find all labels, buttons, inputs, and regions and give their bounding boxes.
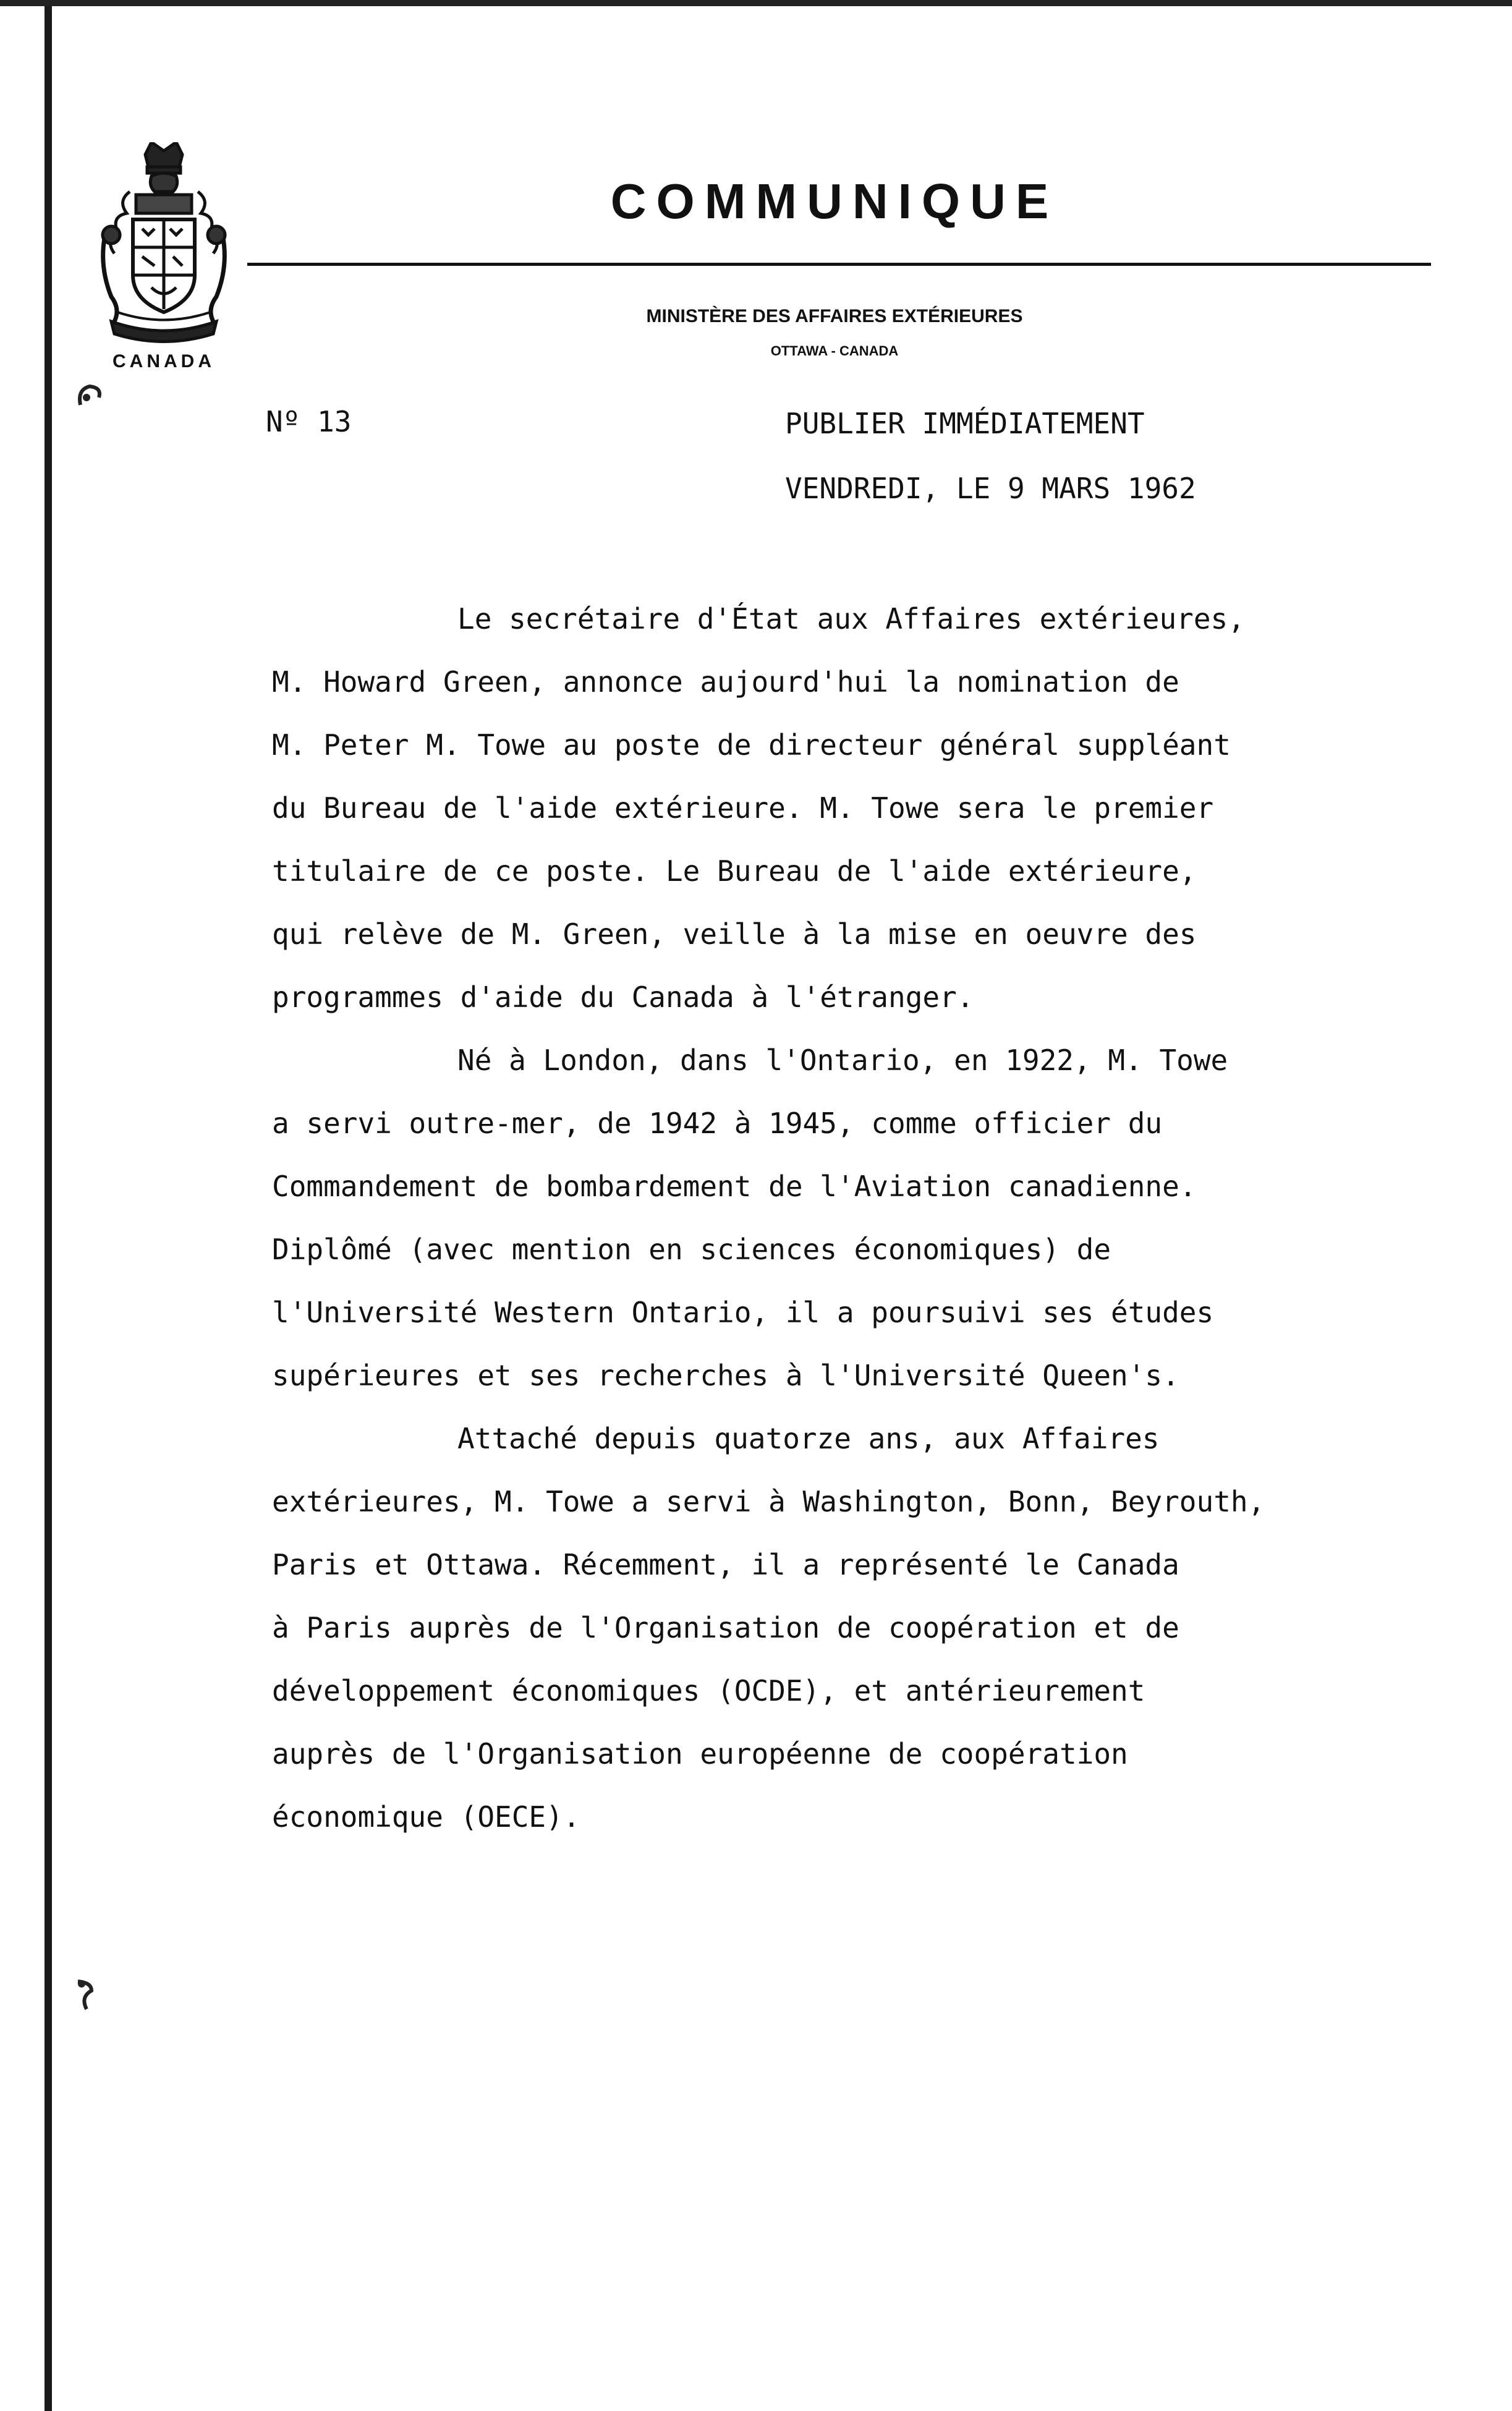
punch-mark-icon [74,380,105,411]
page-title: COMMUNIQUE [610,174,1059,229]
city-label: OTTAWA - CANADA [770,343,899,359]
header-divider [247,263,1431,266]
body-paragraph: Le secrétaire d'État aux Affaires extérieures, M. Howard Green, annonce aujourd'hui la nomination de M. Peter M. Towe au poste de directeur général suppléant du Bureau de l'aide extérieure. M. Towe sera le premier titulaire de ce poste. Le Bureau de l'aide extérieure, qui relève de M. Green, veille à la mise en oeuvre des programmes d'aide du Canada à l'étranger. [272,602,1245,1014]
punch-mark-icon [73,1975,104,2012]
page-top-border [0,0,1512,6]
page-left-border [45,6,52,2411]
country-label: CANADA [113,351,215,372]
body-paragraph: Né à London, dans l'Ontario, en 1922, M. Towe a servi outre-mer, de 1942 à 1945, comme officier du Commandement de bombardement de l'Aviation canadienne. Diplômé (avec mention en sciences économiques) de l'Université Western Ontario, il a poursuivi ses études supérieures et ses recherches à l'Université Queen's. [272,1044,1228,1392]
communique-body [272,587,1397,1848]
coat-of-arms-icon [93,142,235,346]
ministry-name: MINISTÈRE DES AFFAIRES EXTÉRIEURES [646,306,1023,326]
body-paragraph: Attaché depuis quatorze ans, aux Affaires extérieures, M. Towe a servi à Washington, Bonn, Beyrouth, Paris et Ottawa. Récemment, il a représenté le Canada à Paris auprès de l'Organisation de coopération et de développement économiques (OCDE), et antérieurement auprès de l'Organisation européenne de coopération économique (OECE). [272,1422,1265,1834]
release-date: VENDREDI, LE 9 MARS 1962 [785,472,1196,505]
communique-number: Nº 13 [266,405,352,438]
release-instruction: PUBLIER IMMÉDIATEMENT [785,407,1145,440]
